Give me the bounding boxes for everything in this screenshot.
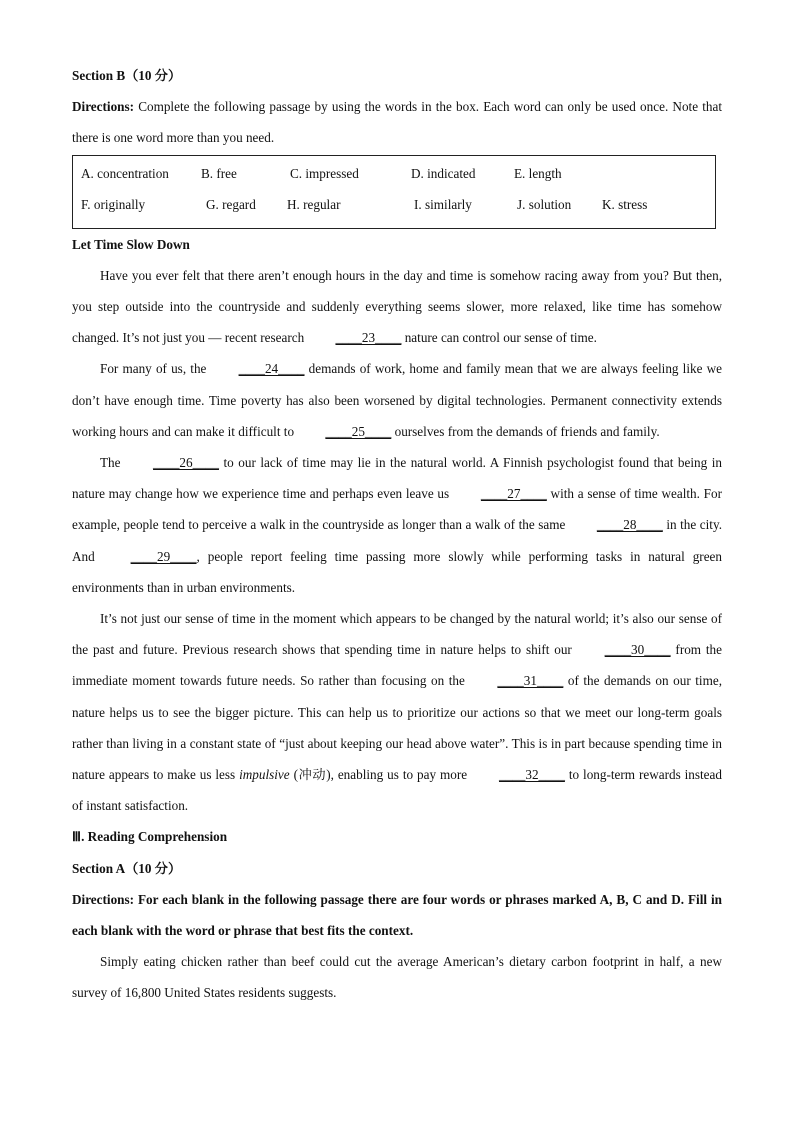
paragraph-3 xyxy=(72,447,722,603)
reading-comprehension-title: Ⅲ. Reading Comprehension xyxy=(72,829,228,845)
text-run: (冲动), enabling us to pay more xyxy=(289,767,471,783)
text-run: ourselves from the demands of friends and family. xyxy=(391,423,660,439)
text-run: For many of us, the xyxy=(100,361,211,377)
word-option: B. free xyxy=(201,165,237,181)
blank-32[interactable]: ____32____ xyxy=(498,767,565,783)
text-run: , people report feeling time passing more slowly while performing tasks in natural green environments than in urban environments. xyxy=(72,548,722,595)
paragraph-1 xyxy=(72,260,722,354)
text-run: It’s not just our sense of time in the moment which appears to be changed by the natural world; it’s also our sense of the past and future. Previous research shows that spending time in nature helps to shift our xyxy=(72,611,722,658)
text-run: demands of work, home and family mean that we are always feeling like we don’t have enough time. Time poverty has also been worsened by digital technologies. Permanent connectivity extends working hours and can make it difficult to xyxy=(72,361,722,439)
word-option: D. indicated xyxy=(411,165,476,181)
word-option: K. stress xyxy=(602,196,648,212)
text-run: nature can control our sense of time. xyxy=(401,330,597,346)
document-page xyxy=(72,60,722,1009)
text-run: Have you ever felt that there aren’t enough hours in the day and time is somehow racing away from you? But then, you step outside into the countryside and suddenly everything seems slower, more relaxed, like time has somehow changed. It’s not just you — recent research xyxy=(72,267,722,346)
blank-27[interactable]: ____27____ xyxy=(480,486,547,502)
passage-title: Let Time Slow Down xyxy=(72,236,190,252)
paragraph-2 xyxy=(72,353,722,447)
text-run: from the immediate moment towards future needs. So rather than focusing on the xyxy=(72,642,722,689)
word-box-row-2 xyxy=(81,191,707,222)
section-b-directions xyxy=(72,91,722,153)
reading-paragraph-1: Simply eating chicken rather than beef could cut the average American’s dietary carbon footprint in half, a new survey of 16,800 United States residents suggests. xyxy=(72,954,722,1001)
text-run: The xyxy=(100,455,126,471)
section-a-directions: Directions: For each blank in the following passage there are four words or phrases marked A, B, C and D. Fill in each blank with the word or phrase that best fits the context. xyxy=(72,891,722,939)
text-run: to long-term rewards instead of instant satisfaction. xyxy=(72,767,722,814)
word-option: C. impressed xyxy=(290,165,359,181)
blank-23[interactable]: ____23____ xyxy=(335,330,402,346)
text-run: of the demands on our time, nature helps us to see the bigger picture. This can help us to prioritize our actions so that we meet our long-term goals rather than living in a constant state of “just about keeping our head above water”. This is in part because spending time in nature appears to make us less xyxy=(72,673,722,783)
word-option: I. similarly xyxy=(414,196,472,212)
word-box xyxy=(72,155,716,229)
blank-31[interactable]: ____31____ xyxy=(497,673,564,689)
word-option: F. originally xyxy=(81,196,146,212)
word-option: E. length xyxy=(514,165,562,181)
word-option: J. solution xyxy=(517,196,572,212)
section-a-title: Section A（10 分） xyxy=(72,860,182,876)
paragraph-4 xyxy=(72,603,722,821)
text-run: to our lack of time may lie in the natural world. A Finnish psychologist found that being in nature may change how we experience time and perhaps even leave us xyxy=(72,455,722,502)
word-option: G. regard xyxy=(206,196,256,212)
text-run: in the city. And xyxy=(72,517,722,564)
italic-word: impulsive xyxy=(239,767,290,783)
word-option: H. regular xyxy=(287,196,341,212)
blank-30[interactable]: ____30____ xyxy=(604,642,671,658)
blank-25[interactable]: ____25____ xyxy=(325,423,392,439)
blank-26[interactable]: ____26____ xyxy=(153,455,219,471)
section-b-title: Section B（10 分） xyxy=(72,68,182,83)
blank-29[interactable]: ____29____ xyxy=(130,548,197,564)
directions-text: Complete the following passage by using the words in the box. Each word can only be used once. Note that there is one word more than you need. xyxy=(72,99,722,146)
word-box-row-1 xyxy=(81,160,707,191)
word-option: A. concentration xyxy=(81,165,169,181)
blank-28[interactable]: ____28____ xyxy=(596,517,663,533)
directions-label: Directions: xyxy=(72,99,135,115)
text-run: with a sense of time wealth. For example, people tend to perceive a walk in the countryside as longer than a walk of the same xyxy=(72,486,722,533)
blank-24[interactable]: ____24____ xyxy=(238,361,305,377)
